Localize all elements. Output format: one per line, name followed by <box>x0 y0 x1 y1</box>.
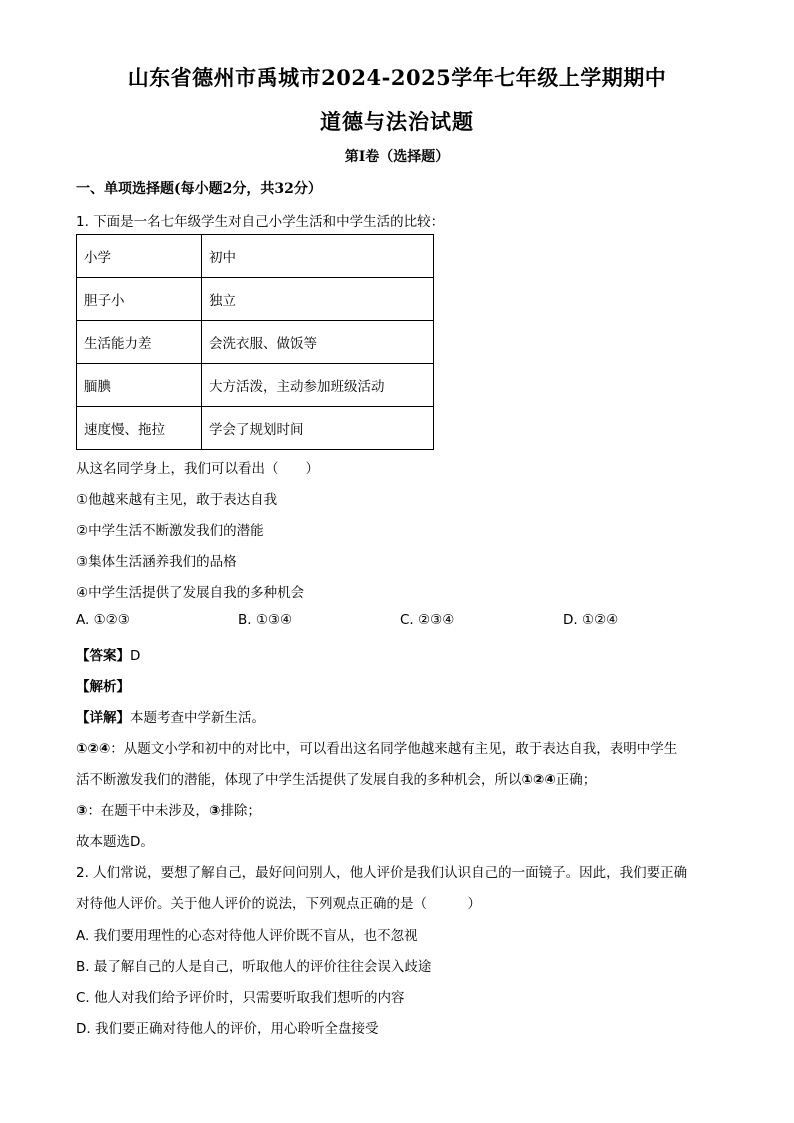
volume-heading: 第Ⅰ卷（选择题） <box>344 149 450 165</box>
explanation-numbers: ③ <box>208 803 221 819</box>
analysis-tag: 【解析】 <box>76 679 130 695</box>
conclusion-line: 故本题选D。 <box>76 834 154 850</box>
explanation-line <box>76 737 677 757</box>
explanation-numbers: ①②④ <box>521 772 556 788</box>
q1-stem: 1. 下面是一名七年级学生对自己小学生活和中学生活的比较： <box>76 214 445 230</box>
table-cell: 独立 <box>202 278 434 321</box>
explanation-text: 正确； <box>555 772 597 788</box>
comparison-table <box>76 234 434 450</box>
q1-statement: ④中学生活提供了发展自我的多种机会 <box>76 585 305 601</box>
q1-statement: ①他越来越有主见，敢于表达自我 <box>76 492 278 508</box>
answer-line <box>76 644 140 664</box>
answer-tag: 【答案】 <box>76 648 130 664</box>
option-d: D. ①②④ <box>563 612 619 628</box>
table-cell: 小学 <box>77 235 202 278</box>
table-row <box>77 278 434 321</box>
table-cell: 大方活泼，主动参加班级活动 <box>202 364 434 407</box>
table-row <box>77 235 434 278</box>
table-row <box>77 364 434 407</box>
table-row <box>77 321 434 364</box>
table-cell: 腼腆 <box>77 364 202 407</box>
q1-statement: ③集体生活涵养我们的品格 <box>76 554 237 570</box>
exam-title: 山东省德州市禹城市2024-2025学年七年级上学期期中 <box>127 65 667 90</box>
table-cell: 胆子小 <box>77 278 202 321</box>
explanation-text: 活不断激发我们的潜能，体现了中学生活提供了发展自我的多种机会，所以 <box>76 772 522 788</box>
explanation-text: ：从题文小学和初中的对比中，可以看出这名同学他越来越有主见，敢于表达自我，表明中学生 <box>110 741 678 757</box>
detail-line <box>76 706 265 726</box>
q2-option-b: B. 最了解自己的人是自己，听取他人的评价往往会误入歧途 <box>76 959 432 975</box>
q1-statement: ②中学生活不断激发我们的潜能 <box>76 523 264 539</box>
table-cell: 生活能力差 <box>77 321 202 364</box>
q2-option-a: A. 我们要用理性的心态对待他人评价既不盲从，也不忽视 <box>76 928 418 944</box>
table-cell: 会洗衣服、做饭等 <box>202 321 434 364</box>
option-a: A. ①②③ <box>76 612 130 628</box>
table-cell: 速度慢、拖拉 <box>77 407 202 450</box>
explanation-numbers: ③ <box>76 803 88 819</box>
explanation-numbers: ①②④ <box>76 741 111 757</box>
option-b: B. ①③④ <box>238 612 293 628</box>
explanation-text: ：在题干中未涉及， <box>87 803 209 819</box>
explanation-line <box>76 799 261 819</box>
q2-option-d: D. 我们要正确对待他人的评价，用心聆听全盘接受 <box>76 1021 379 1037</box>
q1-options <box>76 612 716 632</box>
q2-option-c: C. 他人对我们给予评价时，只需要听取我们想听的内容 <box>76 990 405 1006</box>
table-row <box>77 407 434 450</box>
section-heading: 一、单项选择题(每小题2分，共32分） <box>76 181 322 197</box>
table-cell: 学会了规划时间 <box>202 407 434 450</box>
table-cell: 初中 <box>202 235 434 278</box>
explanation-line <box>76 768 596 788</box>
option-c: C. ②③④ <box>400 612 455 628</box>
q2-stem: 2. 人们常说，要想了解自己，最好问问别人，他人评价是我们认识自己的一面镜子。因此，我们要正确 <box>76 865 688 881</box>
q2-stem: 对待他人评价。关于他人评价的说法，下列观点正确的是（ ） <box>76 896 481 912</box>
exam-subject: 道德与法治试题 <box>320 109 474 134</box>
detail-tag: 【详解】 <box>76 710 130 726</box>
answer-value: D <box>130 648 141 664</box>
explanation-text: 排除； <box>220 803 261 819</box>
detail-text: 本题考查中学新生活。 <box>130 710 265 726</box>
q1-question: 从这名同学身上，我们可以看出（ ） <box>76 461 319 477</box>
